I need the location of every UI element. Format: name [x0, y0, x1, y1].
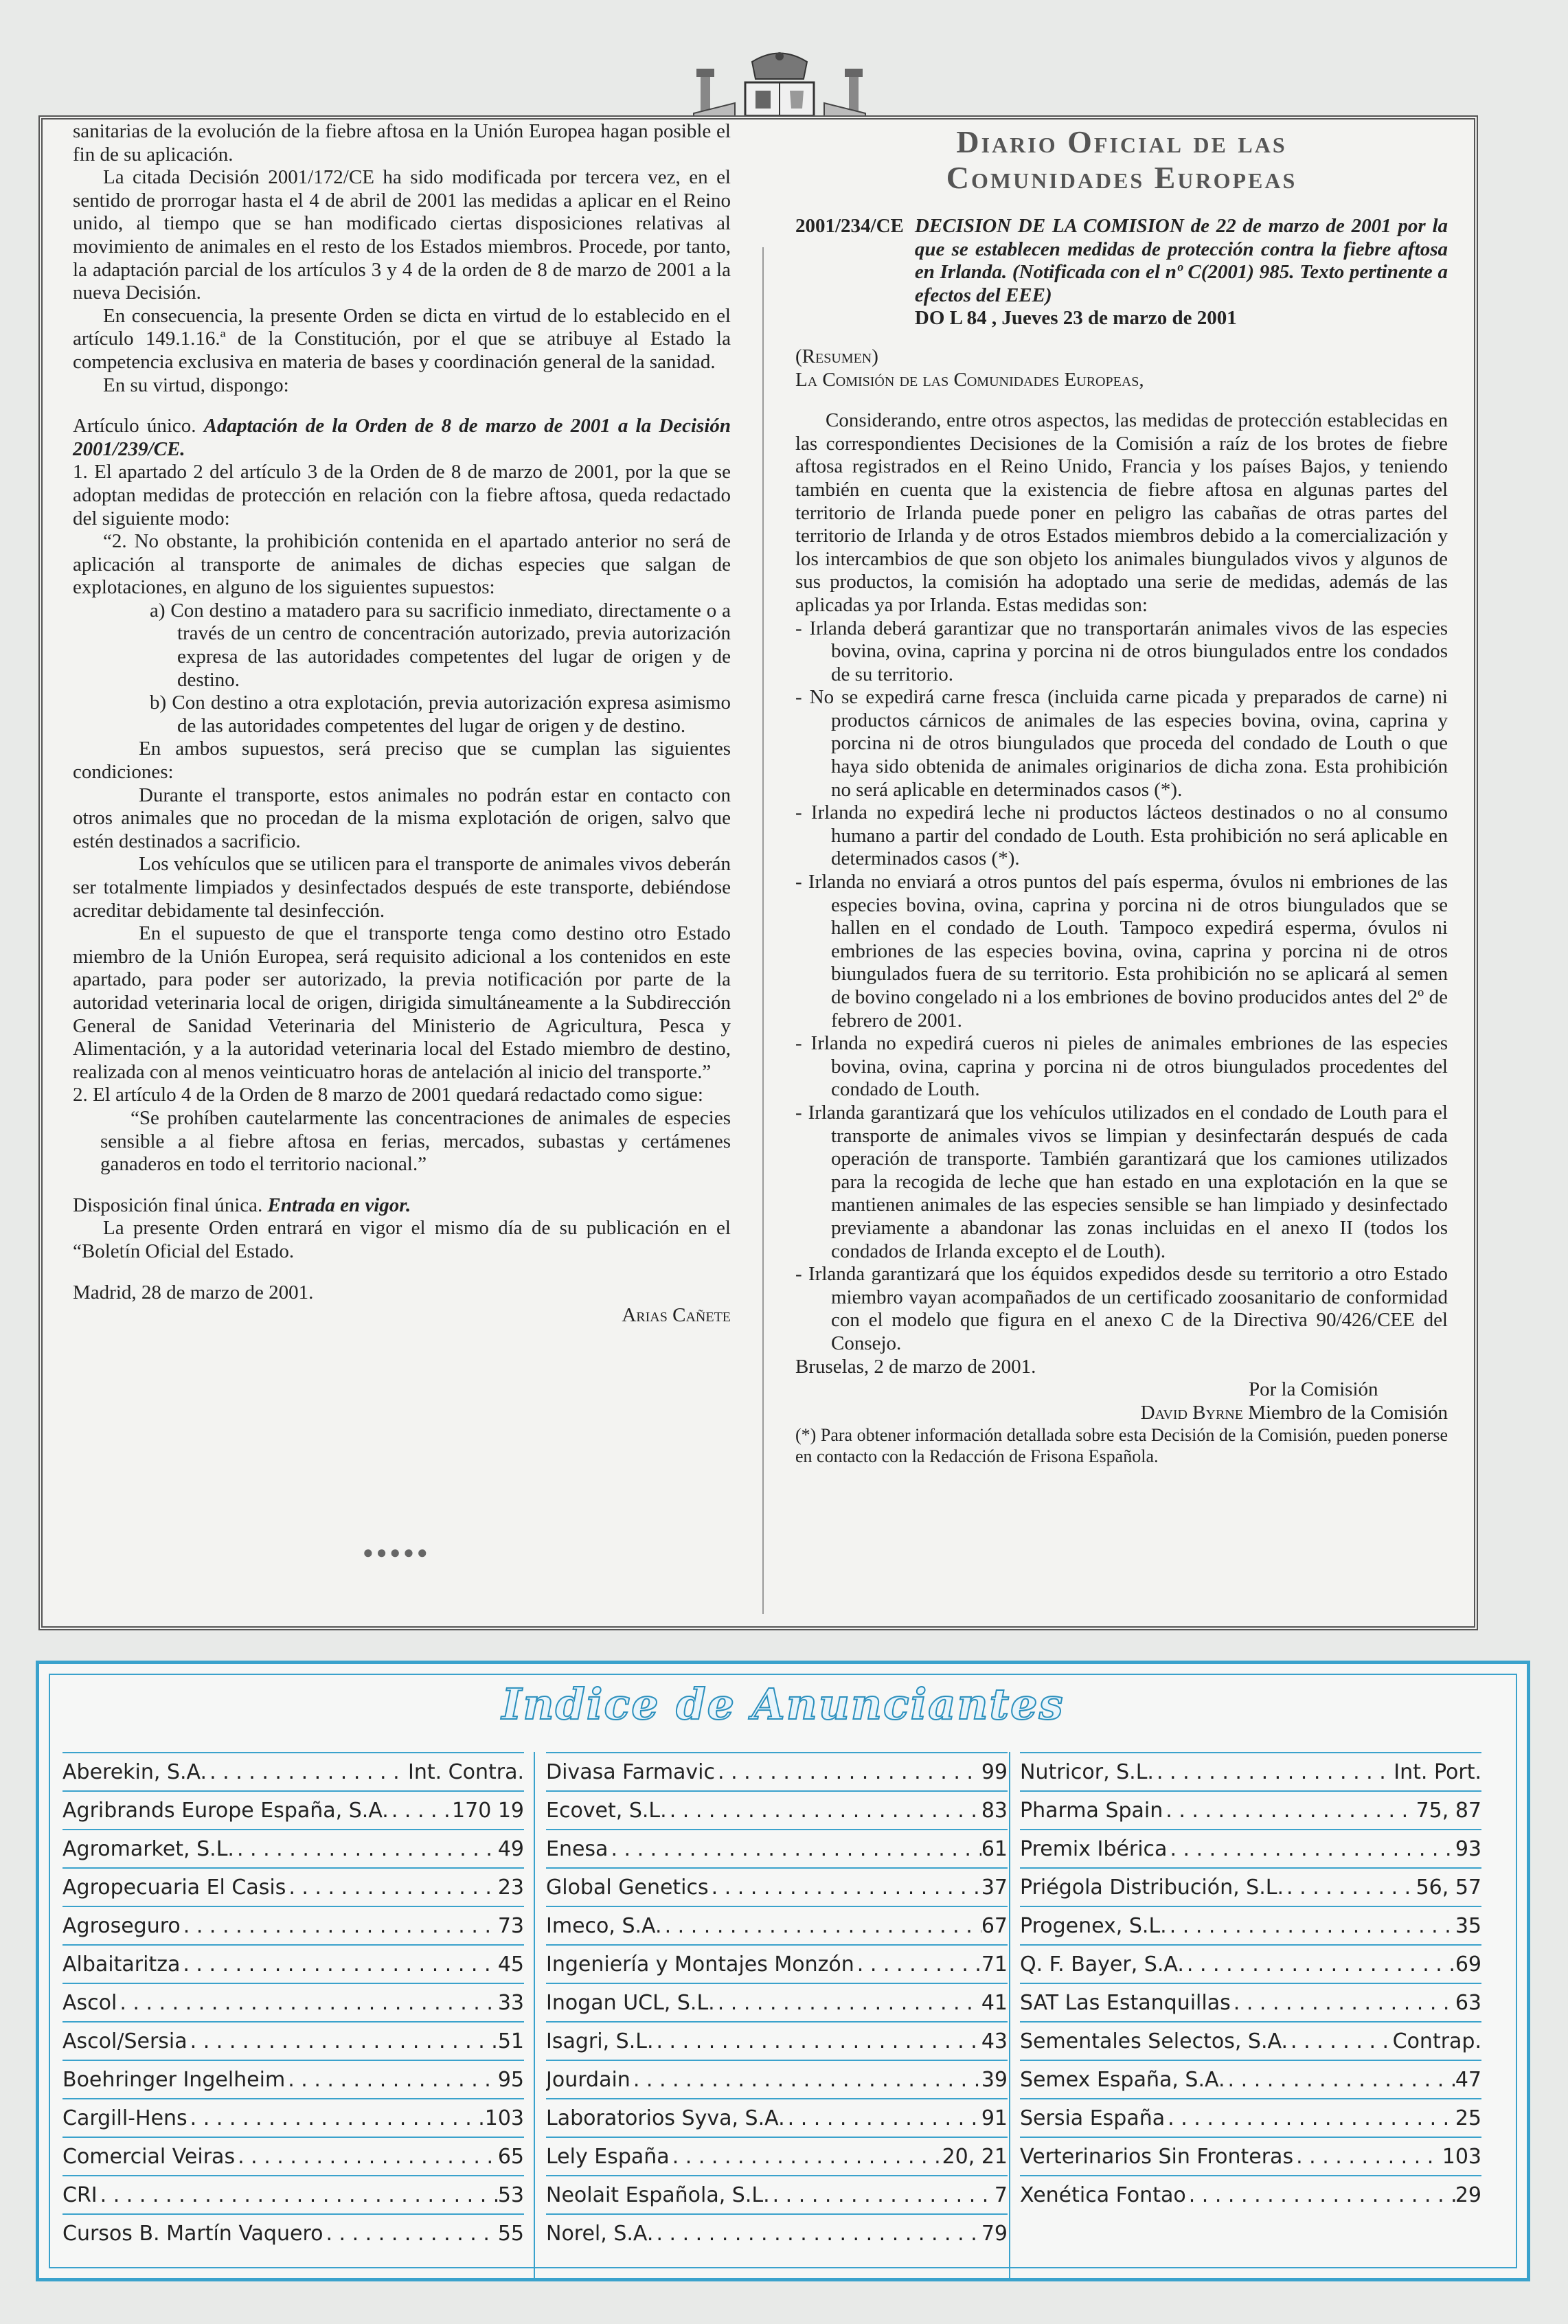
- paragraph: En consecuencia, la presente Orden se dicta en virtud de lo establecido en el artículo 149.1.16.ª de la Constitución, por el que se atribuye al Estado la competencia exclusiva en materia de bases y coordinación general de la sanidad.: [73, 304, 731, 373]
- dot-leader: [770, 2183, 995, 2207]
- advertiser-name: Agribrands Europe España, S.A.: [63, 1799, 389, 1823]
- dot-leader: [715, 1991, 981, 2015]
- advertiser-page: 7: [994, 2183, 1008, 2207]
- index-entry: [546, 2098, 1008, 2137]
- dot-leader: [715, 1760, 981, 1784]
- advertiser-page: 75, 87: [1416, 1799, 1481, 1823]
- index-column-3: [1020, 1752, 1481, 2213]
- journal-title-line-1: Diario Oficial de las: [956, 124, 1287, 159]
- advertiser-page: 91: [981, 2106, 1008, 2130]
- index-column-divider: [534, 1752, 535, 2281]
- summary-label: (Resumen): [795, 345, 878, 367]
- advertiser-page: 83: [981, 1799, 1008, 1823]
- quoted-text: “Se prohíben cautelarmente las concentraciones de animales de especies sensible a al fiebre aftosa en ferias, mercados, subastas y certámenes ganaderos en todo el territorio nacional.”: [100, 1106, 731, 1176]
- advertiser-page: 93: [1455, 1837, 1481, 1861]
- dot-leader: [653, 2029, 981, 2053]
- advertiser-name: Xenética Fontao: [1020, 2183, 1186, 2207]
- advertiser-name: Sementales Selectos, S.A.: [1020, 2029, 1288, 2053]
- advertiser-page: 170 19: [452, 1799, 524, 1823]
- advertiser-name: Premix Ibérica: [1020, 1837, 1168, 1861]
- dot-leader: [662, 1914, 981, 1938]
- decision-code: 2001/234/CE: [795, 215, 904, 237]
- paragraph: sanitarias de la evolución de la fiebre aftosa en la Unión Europea hagan posible el fin de su aplicación.: [73, 120, 731, 166]
- index-entry: [1020, 2098, 1481, 2137]
- advertiser-name: Aberekin, S.A.: [63, 1760, 207, 1784]
- dot-leader: [285, 2068, 498, 2092]
- advertiser-page: 35: [1455, 1914, 1481, 1938]
- measure-item: - Irlanda deberá garantizar que no transportarán animales vivos de las especies bovina, ovina, caprina y porcina ni de otros biungulados entre los condados de su territorio.: [795, 617, 1448, 685]
- publication-ref: DO L 84 , Jueves 23 de marzo de 2001: [914, 307, 1237, 330]
- advertiser-name: Verterinarios Sin Fronteras: [1020, 2145, 1294, 2169]
- decision-reference: [795, 215, 1448, 330]
- measure-item: - Irlanda no enviará a otros puntos del país esperma, óvulos ni embriones de las especies bovina, ovina, caprina y porcina ni de otros biungulados que se hallen en el condado de Louth. Tampoco expedirá esperma, óvulos ni embriones de las especies bovina, ovina, caprina y porcina ni de otros biungulados fuera de su territorio. Esta prohibición no se aplicará al semen de bovino congelado ni a los embriones de bovino producidos antes del 2º de febrero de 2001.: [795, 871, 1448, 1032]
- advertiser-name: Inogan UCL, S.L.: [546, 1991, 715, 2015]
- article-title: Adaptación de la Orden de 8 de marzo de 2001 a la Decisión 2001/239/CE.: [73, 415, 731, 460]
- dot-leader: [670, 2145, 942, 2169]
- advertiser-name: Agromarket, S.L.: [63, 1837, 234, 1861]
- advertiser-name: Imeco, S.A.: [546, 1914, 662, 1938]
- index-entry: [546, 1906, 1008, 1944]
- advertiser-name: Agroseguro: [63, 1914, 181, 1938]
- index-entry: [63, 2021, 524, 2060]
- index-entry: [63, 1906, 524, 1944]
- place-date: Bruselas, 2 de marzo de 2001.: [795, 1355, 1036, 1378]
- measure-item: - Irlanda garantizará que los équidos expedidos desde su territorio a otro Estado miembro vayan acompañados de un certificado zoosanitario de conformidad con el modelo que figura en el anexo C de la Directiva 90/426/CEE del Consejo.: [795, 1263, 1448, 1354]
- advertiser-name: SAT Las Estanquillas: [1020, 1991, 1231, 2015]
- index-entry: [546, 1944, 1008, 1983]
- index-entry: [63, 2060, 524, 2098]
- paragraph: La citada Decisión 2001/172/CE ha sido modificada por tercera vez, en el sentido de prorrogar hasta el 4 de abril de 2001 las medidas a aplicar en el Reino unido, al tiempo que se han modificado ciertas disposiciones relativas al movimiento de animales en el resto de los Estados miembros. Procede, por tanto, la adaptación parcial de los artículos 3 y 4 de la orden de 8 de marzo de 2001 a la nueva Decisión.: [73, 166, 731, 304]
- dot-leader: [235, 2145, 498, 2169]
- index-entry: [1020, 2021, 1481, 2060]
- advertiser-name: Laboratorios Syva, S.A.: [546, 2106, 785, 2130]
- index-entry: [1020, 1944, 1481, 1983]
- advertiser-name: Nutricor, S.L.: [1020, 1760, 1154, 1784]
- paragraph: En ambos supuestos, será preciso que se cumplan las siguientes condiciones:: [73, 738, 731, 784]
- index-entry: [63, 2098, 524, 2137]
- footnote: (*) Para obtener información detallada sobre esta Decisión de la Comisión, pueden ponerse en contacto con la Redacción de Frisona Española.: [795, 1425, 1448, 1467]
- paragraph: La presente Orden entrará en vigor el mismo día de su publicación en el “Boletín Oficial del Estado.: [73, 1217, 731, 1262]
- advertiser-name: Agropecuaria El Casis: [63, 1876, 286, 1900]
- dot-leader: [1184, 1952, 1455, 1976]
- advertiser-page: 23: [497, 1876, 524, 1900]
- right-column: [795, 120, 1448, 1467]
- dot-leader: [1165, 2106, 1455, 2130]
- index-entry: [546, 2213, 1008, 2252]
- article-heading: [73, 415, 731, 461]
- dot-leader: [785, 2106, 981, 2130]
- advertiser-name: Jourdain: [546, 2068, 630, 2092]
- advertiser-page: 103: [1442, 2145, 1481, 2169]
- advertiser-name: Neolait Española, S.L.: [546, 2183, 770, 2207]
- advertiser-page: 56, 57: [1416, 1876, 1481, 1900]
- condition: En el supuesto de que el transporte tenga como destino otro Estado miembro de la Unión Europea, será requisito adicional a los contenidos en este apartado, para poder ser autorizado, la previa notificación por parte de la autoridad veterinaria local de origen, dirigida simultáneamente a la Subdirección General de Sanidad Veterinaria del Ministerio de Agricultura, Pesca y Alimentación, y a la autoridad veterinaria local del Estado miembro de destino, realizada con al menos veinticuatro horas de antelación al inicio del transporte.”: [73, 922, 731, 1083]
- index-entry: [1020, 1867, 1481, 1906]
- dot-leader: [389, 1799, 452, 1823]
- index-entry: [546, 1752, 1008, 1790]
- paragraph: En su virtud, dispongo:: [103, 374, 289, 396]
- index-entry: [63, 1867, 524, 1906]
- dot-leader: [286, 1876, 497, 1900]
- advertiser-name: Divasa Farmavic: [546, 1760, 716, 1784]
- place-date: Madrid, 28 de marzo de 2001.: [73, 1281, 314, 1303]
- advertiser-name: Ascol: [63, 1991, 117, 2015]
- advertiser-page: 79: [981, 2222, 1008, 2246]
- advertiser-name: Isagri, S.L.: [546, 2029, 654, 2053]
- index-entry: [546, 1867, 1008, 1906]
- advertiser-page: 67: [981, 1914, 1008, 1938]
- advertiser-page: 71: [981, 1952, 1008, 1976]
- index-entry: [1020, 2060, 1481, 2098]
- advertiser-name: CRI: [63, 2183, 98, 2207]
- index-entry: [63, 2213, 524, 2252]
- dot-leader: [1163, 1799, 1416, 1823]
- measure-item: - Irlanda no expedirá cueros ni pieles de animales embriones de las especies bovina, ovina, caprina y porcina ni de otros biungulados procedentes del condado de Louth.: [795, 1032, 1448, 1101]
- journal-title: [795, 124, 1448, 196]
- article-item-2: 2. El artículo 4 de la Orden de 8 marzo de 2001 quedará redactado como sigue:: [73, 1084, 703, 1106]
- index-entry: [63, 2175, 524, 2213]
- advertiser-name: Cursos B. Martín Vaquero: [63, 2222, 323, 2246]
- advertiser-name: Progenex, S.L.: [1020, 1914, 1167, 1938]
- advertiser-page: 33: [497, 1991, 524, 2015]
- dot-leader: [1225, 2068, 1455, 2092]
- advertiser-page: 73: [497, 1914, 524, 1938]
- index-entry: [63, 1790, 524, 1829]
- dot-leader: [323, 2222, 497, 2246]
- index-entry: [1020, 2137, 1481, 2175]
- case-b: b) Con destino a otra explotación, previa autorización expresa asimismo de las autoridades competentes del lugar de origen y de destino.: [150, 692, 731, 737]
- advertiser-page: 61: [981, 1837, 1008, 1861]
- condition: Durante el transporte, estos animales no podrán estar en contacto con otros animales que no procedan de la misma explotación de origen, salvo que estén destinados a sacrificio.: [73, 784, 731, 852]
- measure-item: - Irlanda garantizará que los vehículos utilizados en el condado de Louth para el transporte de animales vivos se limpian y desinfectarán después de cada operación de transporte. También garantizará que los camiones utilizados para la recogida de leche que han estado en una explotación en la que se mantienen animales de las especies sensible se han limpiado y desinfectado previamente a abandonar las zonas incluidas en el anexo II (todos los condados de Irlanda excepto el de Louth).: [795, 1101, 1448, 1262]
- advertiser-page: 47: [1455, 2068, 1481, 2092]
- column-divider: [762, 247, 764, 1614]
- dot-leader: [1284, 1876, 1416, 1900]
- index-entry: [546, 2021, 1008, 2060]
- dot-leader: [1288, 2029, 1393, 2053]
- advertiser-name: Norel, S.A.: [546, 2222, 654, 2246]
- dot-leader: [709, 1876, 981, 1900]
- advertiser-page: 39: [981, 2068, 1008, 2092]
- dot-leader: [181, 1914, 498, 1938]
- advertiser-name: Priégola Distribución, S.L.: [1020, 1876, 1284, 1900]
- measure-item: - Irlanda no expedirá leche ni productos lácteos destinados o no al consumo humano a partir del condado de Louth. Esta prohibición no será aplicable en determinados casos (*).: [795, 801, 1448, 870]
- dot-leader: [188, 2106, 485, 2130]
- advertiser-page: 45: [497, 1952, 524, 1976]
- advertiser-name: Boehringer Ingelheim: [63, 2068, 286, 2092]
- dot-leader: [608, 1837, 981, 1861]
- dot-leader: [630, 2068, 981, 2092]
- advertiser-page: 20, 21: [942, 2145, 1008, 2169]
- advertiser-page: 55: [497, 2222, 524, 2246]
- final-label: Disposición final única.: [73, 1194, 263, 1216]
- advertiser-name: Ingeniería y Montajes Monzón: [546, 1952, 854, 1976]
- advertisers-index-inner: [49, 1674, 1517, 2268]
- advertiser-name: Comercial Veiras: [63, 2145, 236, 2169]
- index-entry: [63, 1983, 524, 2021]
- index-title: Indice de Anunciantes: [501, 1679, 1065, 1729]
- index-entry: [546, 1790, 1008, 1829]
- advertiser-page: 69: [1455, 1952, 1481, 1976]
- advertiser-name: Global Genetics: [546, 1876, 709, 1900]
- advertiser-page: 37: [981, 1876, 1008, 1900]
- index-entry: [1020, 1906, 1481, 1944]
- dot-leader: [117, 1991, 497, 2015]
- condition: Los vehículos que se utilicen para el transporte de animales vivos deberán ser totalmente limpiados y desinfectados después de este transporte, debiéndose acreditar debidamente tal desinfección.: [73, 853, 731, 922]
- advertisers-index: [36, 1661, 1530, 2281]
- index-entry: [546, 2060, 1008, 2098]
- index-entry: [63, 1944, 524, 1983]
- index-entry: [546, 2175, 1008, 2213]
- advertiser-page: 29: [1455, 2183, 1481, 2207]
- index-entry: [63, 1752, 524, 1790]
- paragraph: Considerando, entre otros aspectos, las medidas de protección establecidas en las correspondientes Decisiones de la Comisión a raíz de los brotes de fiebre aftosa registrados en el Reino Unido, Francia y los países Bajos, y teniendo también en cuenta que la existencia de fiebre aftosa en algunas partes del territorio de Irlanda puede poner en peligro las cabañas de otras partes del territorio de Irlanda y de otros Estados miembros debido a la comercialización y los intercambios de que son objeto los animales biungulados vivos y algunos de sus productos, la comisión ha adoptado una serie de medidas, además de las aplicadas ya por Irlanda. Estas medidas son:: [795, 409, 1448, 616]
- quoted-text: “2. No obstante, la prohibición contenida en el apartado anterior no será de aplicación al transporte de animales de dichas especies que salgan de explotaciones, en alguno de los siguientes supuestos:: [73, 530, 731, 599]
- dot-leader: [653, 2222, 981, 2246]
- index-entry: [1020, 2175, 1481, 2213]
- signatory-name: David Byrne: [1140, 1401, 1243, 1424]
- journal-title-line-2: Comunidades Europeas: [946, 160, 1297, 195]
- left-column: [73, 120, 731, 1328]
- for-commission: Por la Comisión: [1249, 1378, 1378, 1401]
- dot-leader: [1167, 1837, 1455, 1861]
- separator-dots: ●●●●●: [363, 1542, 431, 1562]
- advertiser-name: Lely España: [546, 2145, 670, 2169]
- index-column-divider: [1009, 1752, 1010, 2281]
- advertiser-page: Int. Contra.: [407, 1760, 524, 1784]
- index-column-2: [546, 1752, 1008, 2252]
- index-entry: [1020, 1790, 1481, 1829]
- advertiser-name: Sersia España: [1020, 2106, 1166, 2130]
- measure-item: - No se expedirá carne fresca (incluida carne picada y preparados de carne) ni productos cárnicos de animales de las especies bovina, ovina, caprina y porcina ni de otros biungulados que proceda del condado de Louth o que haya sido obtenida de animales originarios de dicha zona. Esta prohibición no será aplicable en determinados casos (*).: [795, 686, 1448, 801]
- index-entry: [1020, 1983, 1481, 2021]
- issuing-authority: La Comisión de las Comunidades Europeas,: [795, 368, 1144, 391]
- index-entry: [63, 2137, 524, 2175]
- advertiser-page: 25: [1455, 2106, 1481, 2130]
- advertiser-page: 53: [497, 2183, 524, 2207]
- advertiser-page: Contrap.: [1392, 2029, 1481, 2053]
- article-item-1: 1. El apartado 2 del artículo 3 de la Orden de 8 de marzo de 2001, por la que se adoptan medidas de protección en relación con la fiebre aftosa, queda redactado del siguiente modo:: [73, 461, 731, 529]
- index-entry: [63, 1829, 524, 1867]
- advertiser-name: Albaitaritza: [63, 1952, 181, 1976]
- dot-leader: [1231, 1991, 1455, 2015]
- advertiser-page: 99: [981, 1760, 1008, 1784]
- advertiser-name: Q. F. Bayer, S.A.: [1020, 1952, 1184, 1976]
- advertiser-page: 43: [981, 2029, 1008, 2053]
- index-entry: [546, 2137, 1008, 2175]
- advertiser-page: 65: [497, 2145, 524, 2169]
- article-label: Artículo único.: [73, 415, 196, 437]
- dot-leader: [180, 1952, 497, 1976]
- dot-leader: [98, 2183, 498, 2207]
- index-column-1: [63, 1752, 524, 2252]
- advertiser-name: Ascol/Sersia: [63, 2029, 188, 2053]
- dot-leader: [1154, 1760, 1394, 1784]
- advertiser-page: 51: [497, 2029, 524, 2053]
- index-entry: [1020, 1829, 1481, 1867]
- decision-title: DECISION DE LA COMISION de 22 de marzo de 2001 por la que se establecen medidas de protección contra la fiebre aftosa en Irlanda. (Notificada con el nº C(2001) 985. Texto pertinente a efectos del EEE): [914, 215, 1448, 306]
- index-entry: [546, 1983, 1008, 2021]
- advertiser-name: Semex España, S.A.: [1020, 2068, 1225, 2092]
- final-title: Entrada en vigor.: [267, 1194, 411, 1216]
- advertiser-page: 95: [497, 2068, 524, 2092]
- signature: Arias Cañete: [622, 1304, 731, 1327]
- advertiser-page: 41: [981, 1991, 1008, 2015]
- dot-leader: [1293, 2145, 1442, 2169]
- dot-leader: [854, 1952, 981, 1976]
- dot-leader: [188, 2029, 498, 2053]
- dot-leader: [1167, 1914, 1455, 1938]
- signatory-role: Miembro de la Comisión: [1248, 1401, 1448, 1424]
- advertiser-page: Int. Port.: [1394, 1760, 1481, 1784]
- advertiser-page: 63: [1455, 1991, 1481, 2015]
- dot-leader: [1186, 2183, 1455, 2207]
- signatory: [795, 1402, 1448, 1425]
- dot-leader: [667, 1799, 981, 1823]
- advertiser-name: Ecovet, S.L.: [546, 1799, 667, 1823]
- final-provision-heading: [73, 1194, 731, 1218]
- advertiser-page: 49: [497, 1837, 524, 1861]
- dot-leader: [234, 1837, 498, 1861]
- dot-leader: [207, 1760, 408, 1784]
- advertiser-name: Pharma Spain: [1020, 1799, 1163, 1823]
- index-entry: [1020, 1752, 1481, 1790]
- advertiser-name: Enesa: [546, 1837, 609, 1861]
- advertiser-name: Cargill-Hens: [63, 2106, 188, 2130]
- advertiser-page: 103: [484, 2106, 524, 2130]
- case-a: a) Con destino a matadero para su sacrificio inmediato, directamente o a través de un centro de concentración autorizado, previa autorización expresa de las autoridades competentes del lugar de origen y de destino.: [150, 599, 731, 691]
- index-entry: [546, 1829, 1008, 1867]
